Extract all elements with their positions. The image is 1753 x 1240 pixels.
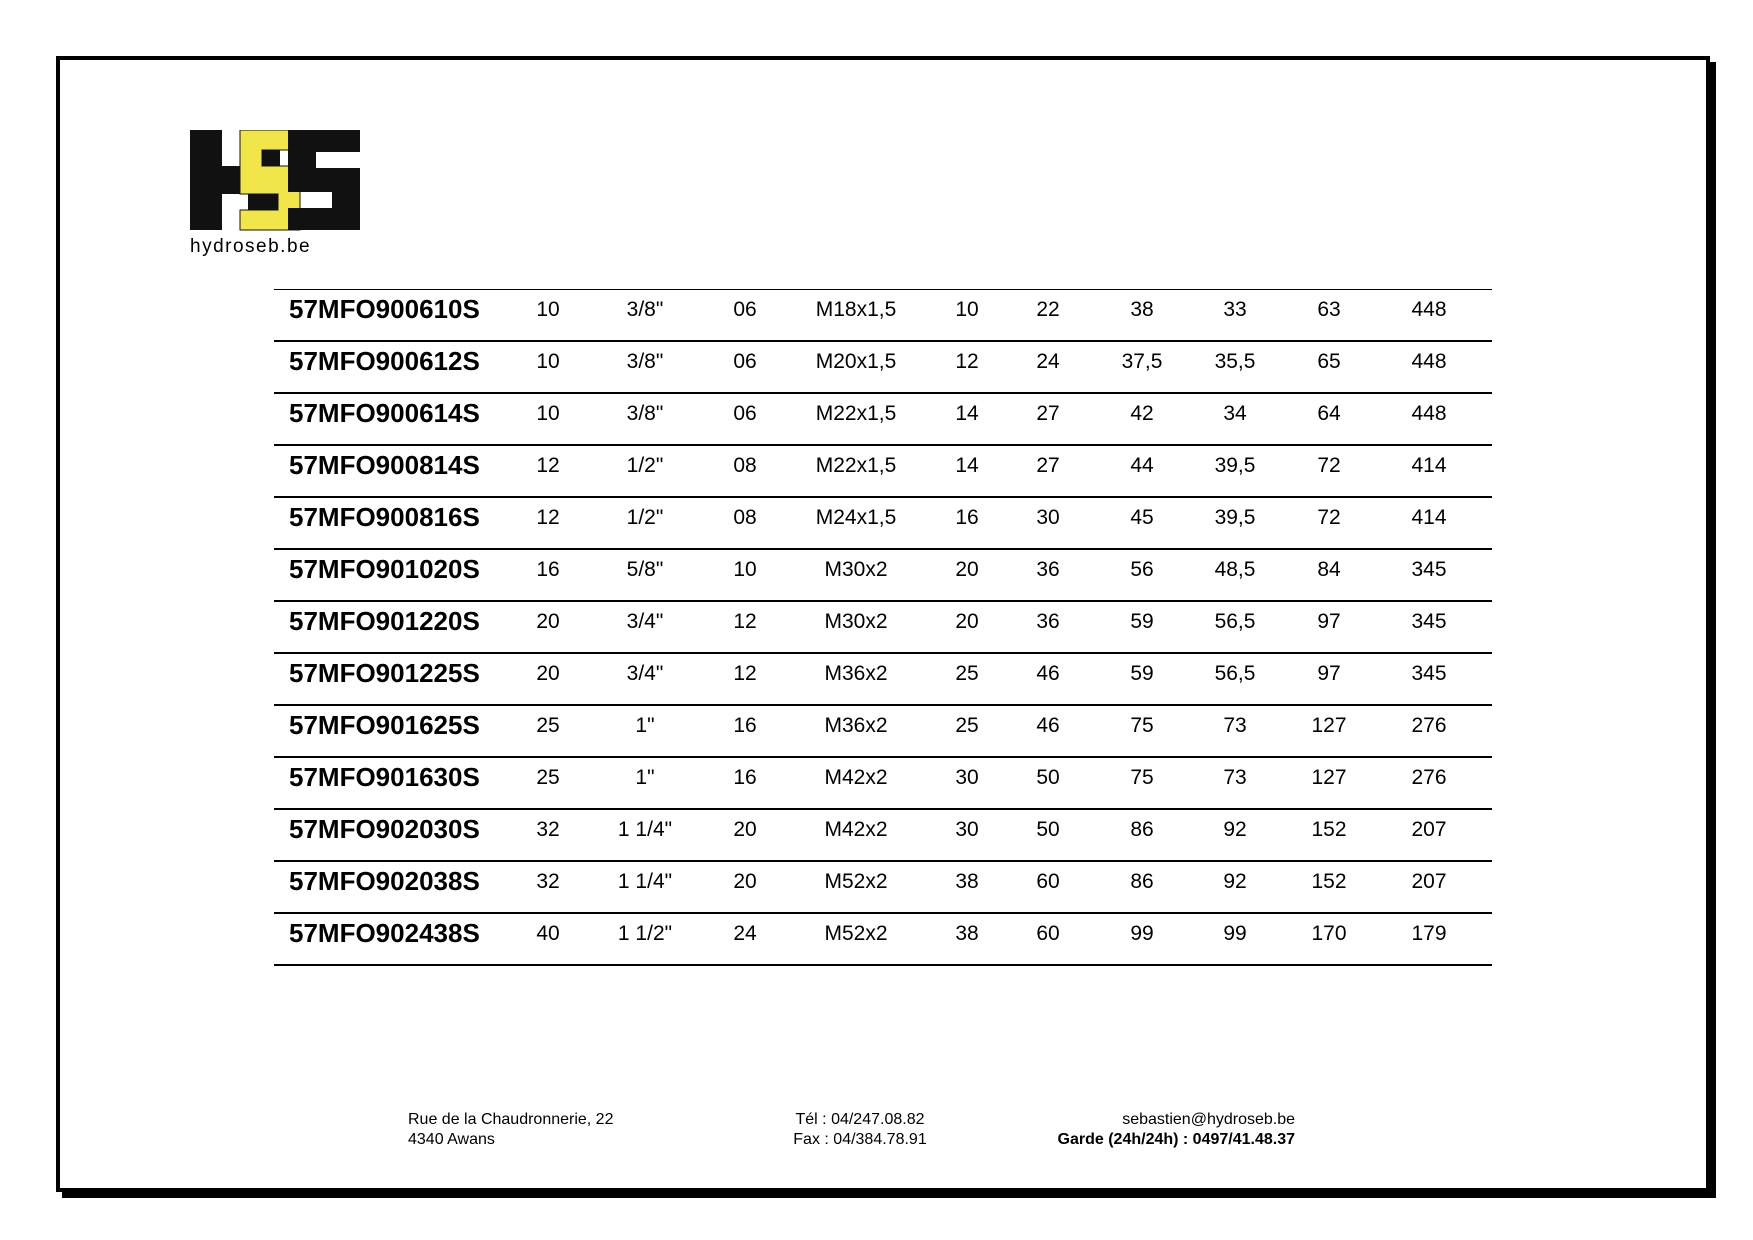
table-cell: 84 <box>1317 558 1341 581</box>
table-cell: M22x1,5 <box>815 402 897 425</box>
table-cell: 10 <box>536 298 560 321</box>
table-cell: 179 <box>1411 922 1447 945</box>
table-cell: 50 <box>1036 818 1060 841</box>
table-cell: 30 <box>1036 506 1060 529</box>
part-code: 57MFO901630S <box>289 762 480 792</box>
table-cell: 345 <box>1411 558 1447 581</box>
table-cell: M30x2 <box>824 610 888 633</box>
table-row <box>274 342 1492 394</box>
table-cell: M36x2 <box>824 662 888 685</box>
part-code: 57MFO900610S <box>289 294 480 324</box>
part-code: 57MFO901625S <box>289 710 480 740</box>
table-cell: 34 <box>1223 402 1247 425</box>
table-cell: 48,5 <box>1214 558 1256 581</box>
table-cell: 207 <box>1411 818 1447 841</box>
table-cell: 60 <box>1036 922 1060 945</box>
table-cell: 97 <box>1317 662 1341 685</box>
table-cell: M18x1,5 <box>815 298 897 321</box>
table-cell: 16 <box>955 506 979 529</box>
table-cell: 72 <box>1317 506 1341 529</box>
table-cell: 20 <box>536 610 560 633</box>
table-cell: 39,5 <box>1214 454 1256 477</box>
table-cell: M20x1,5 <box>815 350 897 373</box>
table-cell: 345 <box>1411 662 1447 685</box>
table-cell: 27 <box>1036 454 1060 477</box>
hydroseb-logo <box>190 130 366 260</box>
table-cell: 10 <box>536 402 560 425</box>
table-cell: 1 1/4" <box>617 870 673 893</box>
table-cell: 06 <box>733 402 757 425</box>
table-cell: 32 <box>536 870 560 893</box>
table-cell: 276 <box>1411 766 1447 789</box>
table-cell: 14 <box>955 454 979 477</box>
table-cell: 20 <box>733 870 757 893</box>
table-cell: 448 <box>1411 402 1447 425</box>
table-cell: 20 <box>955 558 979 581</box>
table-cell: 1/2" <box>626 506 664 529</box>
table-cell: 25 <box>536 714 560 737</box>
table-cell: 42 <box>1130 402 1154 425</box>
spec-table <box>274 289 1492 966</box>
table-cell: M22x1,5 <box>815 454 897 477</box>
table-cell: 3/8" <box>626 402 664 425</box>
table-cell: M36x2 <box>824 714 888 737</box>
footer-phone <box>782 1110 938 1150</box>
table-row <box>274 394 1492 446</box>
table-cell: 59 <box>1130 610 1154 633</box>
table-cell: 3/4" <box>626 610 664 633</box>
table-cell: 448 <box>1411 350 1447 373</box>
table-cell: 1 1/2" <box>617 922 673 945</box>
table-cell: 12 <box>733 662 757 685</box>
part-code: 57MFO900612S <box>289 346 480 376</box>
table-cell: 64 <box>1317 402 1341 425</box>
table-cell: 12 <box>733 610 757 633</box>
garde-number: Garde (24h/24h) : 0497/41.48.37 <box>1057 1131 1295 1148</box>
table-cell: 25 <box>955 714 979 737</box>
table-cell: 63 <box>1317 298 1341 321</box>
table-cell: 99 <box>1223 922 1247 945</box>
part-code: 57MFO902030S <box>289 814 480 844</box>
table-cell: 3/8" <box>626 350 664 373</box>
table-cell: M24x1,5 <box>815 506 897 529</box>
table-cell: 16 <box>536 558 560 581</box>
table-cell: 75 <box>1130 766 1154 789</box>
table-cell: 3/8" <box>626 298 664 321</box>
table-row <box>274 498 1492 550</box>
table-cell: 38 <box>955 870 979 893</box>
table-row <box>274 758 1492 810</box>
table-cell: 73 <box>1223 714 1247 737</box>
table-cell: 12 <box>536 454 560 477</box>
table-cell: 08 <box>733 506 757 529</box>
table-cell: 25 <box>536 766 560 789</box>
table-cell: 5/8" <box>626 558 664 581</box>
table-cell: 38 <box>1130 298 1154 321</box>
table-cell: 46 <box>1036 714 1060 737</box>
table-cell: 20 <box>536 662 560 685</box>
table-cell: M52x2 <box>824 870 888 893</box>
table-cell: 97 <box>1317 610 1341 633</box>
part-code: 57MFO900816S <box>289 502 480 532</box>
table-cell: 12 <box>536 506 560 529</box>
table-cell: 414 <box>1411 454 1447 477</box>
table-cell: 25 <box>955 662 979 685</box>
table-cell: 10 <box>955 298 979 321</box>
footer-address <box>408 1110 613 1150</box>
table-cell: 45 <box>1130 506 1154 529</box>
fax-number: Fax : 04/384.78.91 <box>793 1131 927 1148</box>
table-row <box>274 550 1492 602</box>
table-cell: M52x2 <box>824 922 888 945</box>
part-code: 57MFO902438S <box>289 918 480 948</box>
table-cell: 24 <box>733 922 757 945</box>
table-cell: 65 <box>1317 350 1341 373</box>
footer-contact <box>980 1110 1295 1150</box>
table-cell: 73 <box>1223 766 1247 789</box>
table-cell: 170 <box>1311 922 1347 945</box>
table-cell: 16 <box>733 766 757 789</box>
table-cell: 1" <box>635 714 655 737</box>
table-cell: 50 <box>1036 766 1060 789</box>
table-cell: 1/2" <box>626 454 664 477</box>
table-cell: 3/4" <box>626 662 664 685</box>
table-cell: 06 <box>733 350 757 373</box>
table-cell: 44 <box>1130 454 1154 477</box>
table-cell: M30x2 <box>824 558 888 581</box>
table-cell: 276 <box>1411 714 1447 737</box>
table-cell: M42x2 <box>824 818 888 841</box>
table-cell: 33 <box>1223 298 1247 321</box>
table-cell: 38 <box>955 922 979 945</box>
table-cell: 152 <box>1311 818 1347 841</box>
table-cell: 27 <box>1036 402 1060 425</box>
table-cell: 75 <box>1130 714 1154 737</box>
table-cell: 06 <box>733 298 757 321</box>
table-cell: 1" <box>635 766 655 789</box>
table-cell: 207 <box>1411 870 1447 893</box>
table-cell: 72 <box>1317 454 1341 477</box>
table-cell: 60 <box>1036 870 1060 893</box>
part-code: 57MFO901225S <box>289 658 480 688</box>
part-code: 57MFO901220S <box>289 606 480 636</box>
table-cell: 345 <box>1411 610 1447 633</box>
table-cell: 10 <box>536 350 560 373</box>
table-cell: 56,5 <box>1214 610 1256 633</box>
table-cell: 24 <box>1036 350 1060 373</box>
table-cell: 46 <box>1036 662 1060 685</box>
table-cell: 56,5 <box>1214 662 1256 685</box>
table-cell: 127 <box>1311 714 1347 737</box>
table-cell: 12 <box>955 350 979 373</box>
table-cell: 99 <box>1130 922 1154 945</box>
table-cell: 08 <box>733 454 757 477</box>
table-cell: 10 <box>733 558 757 581</box>
table-cell: 92 <box>1223 818 1247 841</box>
table-cell: 20 <box>955 610 979 633</box>
table-row <box>274 914 1492 966</box>
table-cell: 36 <box>1036 610 1060 633</box>
table-row <box>274 290 1492 342</box>
table-cell: 14 <box>955 402 979 425</box>
table-cell: 30 <box>955 766 979 789</box>
address-line-2: 4340 Awans <box>408 1131 495 1148</box>
part-code: 57MFO900614S <box>289 398 480 428</box>
table-cell: 37,5 <box>1121 350 1163 373</box>
table-cell: 22 <box>1036 298 1060 321</box>
table-cell: 92 <box>1223 870 1247 893</box>
table-cell: 16 <box>733 714 757 737</box>
table-cell: 86 <box>1130 818 1154 841</box>
table-row <box>274 602 1492 654</box>
table-cell: 448 <box>1411 298 1447 321</box>
table-cell: 39,5 <box>1214 506 1256 529</box>
table-cell: 127 <box>1311 766 1347 789</box>
part-code: 57MFO900814S <box>289 450 480 480</box>
email-address: sebastien@hydroseb.be <box>1122 1111 1295 1128</box>
table-cell: 414 <box>1411 506 1447 529</box>
part-code: 57MFO901020S <box>289 554 480 584</box>
table-cell: 30 <box>955 818 979 841</box>
tel-number: Tél : 04/247.08.82 <box>795 1111 925 1128</box>
table-row <box>274 446 1492 498</box>
table-row <box>274 810 1492 862</box>
table-cell: M42x2 <box>824 766 888 789</box>
logo-text: hydroseb.be <box>190 236 312 257</box>
part-code: 57MFO902038S <box>289 866 480 896</box>
table-cell: 86 <box>1130 870 1154 893</box>
table-row <box>274 706 1492 758</box>
table-cell: 40 <box>536 922 560 945</box>
address-line-1: Rue de la Chaudronnerie, 22 <box>408 1111 614 1128</box>
table-cell: 1 1/4" <box>617 818 673 841</box>
table-cell: 152 <box>1311 870 1347 893</box>
table-cell: 20 <box>733 818 757 841</box>
table-cell: 56 <box>1130 558 1154 581</box>
table-row <box>274 654 1492 706</box>
table-cell: 36 <box>1036 558 1060 581</box>
table-cell: 32 <box>536 818 560 841</box>
table-cell: 59 <box>1130 662 1154 685</box>
table-cell: 35,5 <box>1214 350 1256 373</box>
table-row <box>274 862 1492 914</box>
